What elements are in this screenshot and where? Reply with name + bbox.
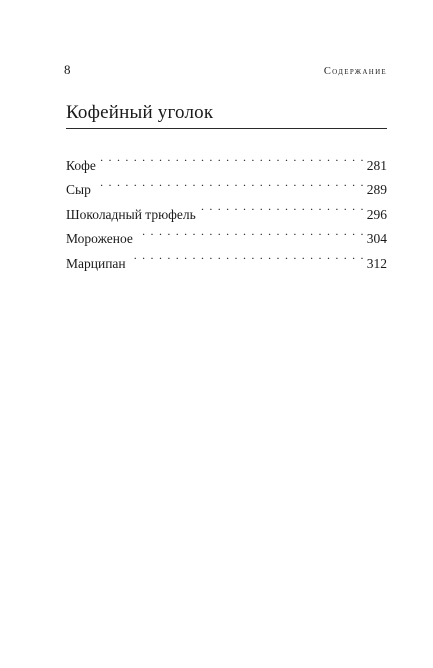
dot-leader — [129, 243, 365, 268]
toc-entry — [66, 145, 387, 173]
toc-entry-page: 312 — [366, 255, 387, 271]
toc-entry-label: Кофе — [66, 157, 96, 173]
toc-entry-page: 281 — [366, 157, 387, 173]
page-number: 8 — [64, 62, 71, 77]
dot-leader — [99, 145, 365, 170]
toc-entry-page: 296 — [366, 206, 387, 222]
toc-list — [66, 145, 387, 271]
toc-entry-page: 304 — [366, 231, 387, 246]
toc-section — [66, 102, 387, 271]
dot-leader — [136, 219, 365, 244]
dot-leader — [199, 194, 365, 219]
running-title: Содержание — [323, 66, 387, 77]
dot-leader — [94, 170, 365, 195]
section-title: Кофейный уголок — [66, 102, 387, 129]
running-head — [64, 62, 387, 80]
toc-entry-page: 289 — [366, 182, 387, 197]
toc-entry — [66, 194, 387, 222]
toc-entry-label: Сыр — [66, 182, 91, 197]
toc-entry-label: Марципан — [66, 255, 126, 271]
toc-entry-label: Мороженое — [66, 231, 133, 246]
toc-entry — [66, 170, 387, 195]
toc-entry-label: Шоколадный трюфель — [66, 206, 196, 222]
